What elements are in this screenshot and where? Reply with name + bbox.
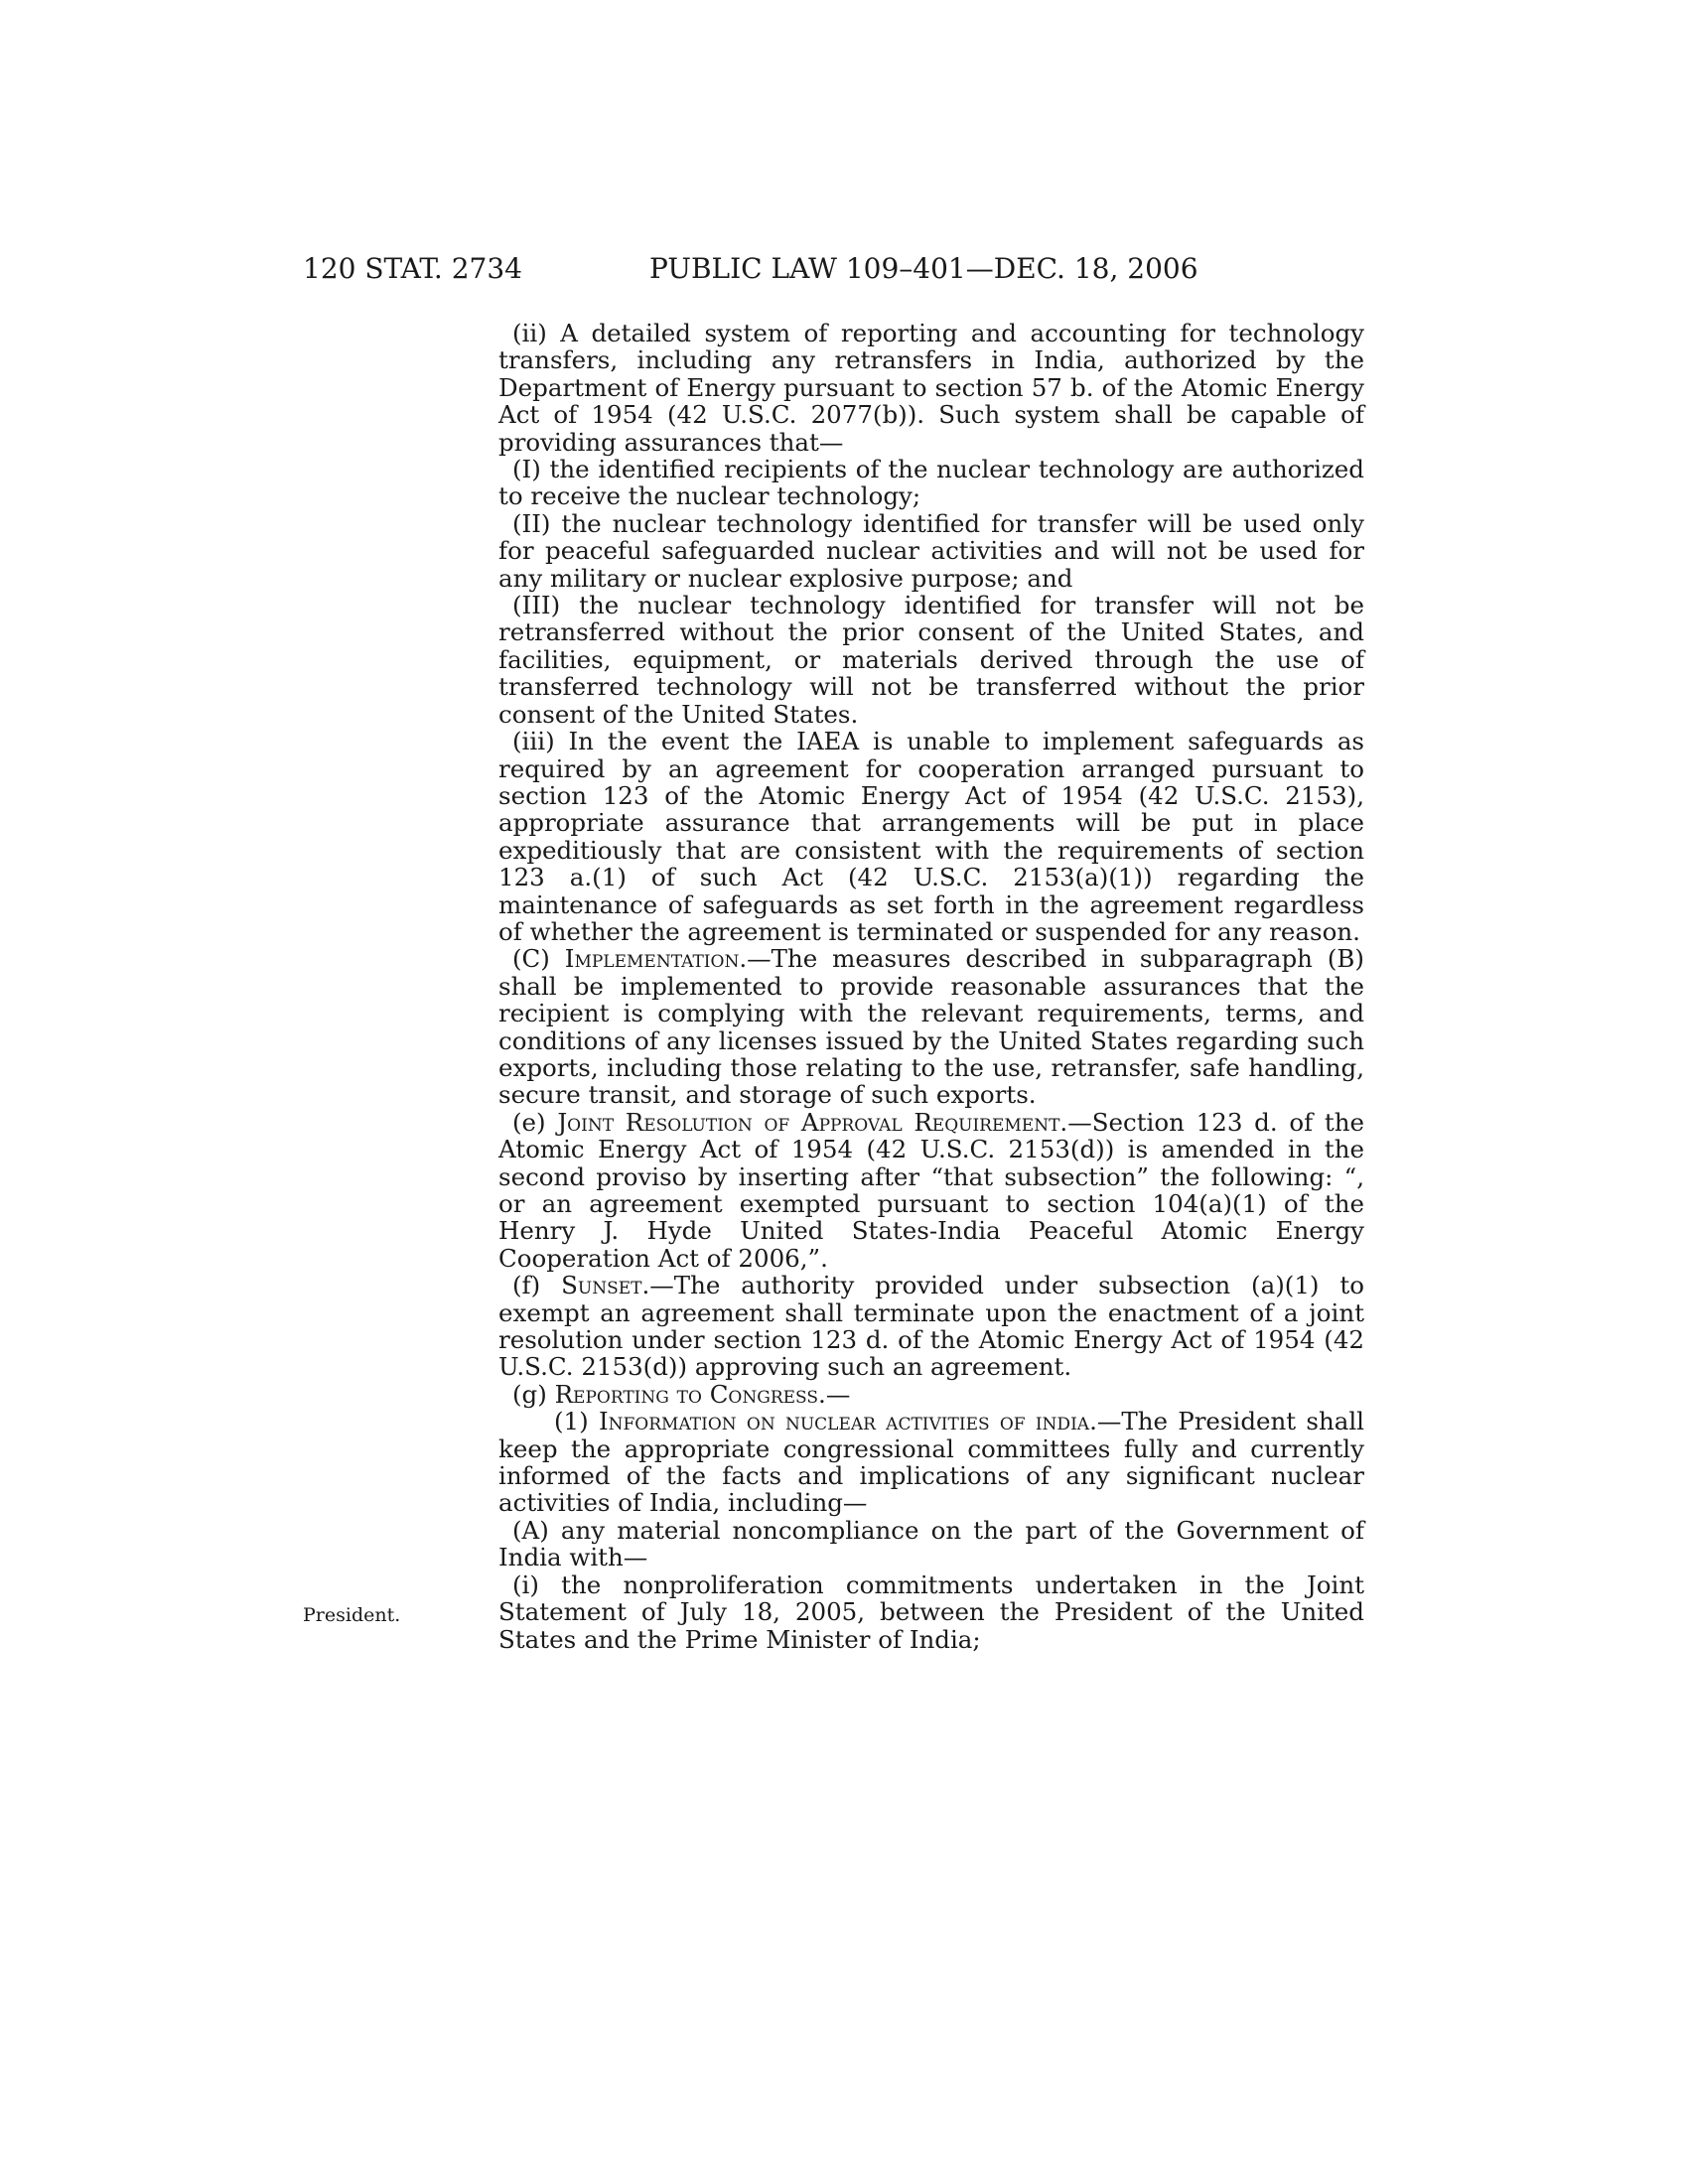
clause-iii: (iii) In the event the IAEA is unable to implement safeguards as required by an agreement for cooperation arranged pursuant to section 123 of the Atomic Energy Act of 1954 (42 U.S.C. 2153), appropriate assurance that arrangements will be put in place expeditiously that are consistent with the requirements of section 123 a.(1) of such Act (42 U.S.C. 2153(a)(1)) regarding the maintenance of safeguards as set forth in the agreement regardless of whether the agreement is terminated or suspended for any reason.	[498, 727, 1364, 946]
subparagraph-C-heading: Implementation	[564, 944, 740, 974]
subsection-g-label: (g)	[512, 1379, 555, 1409]
subsection-g	[498, 1381, 1364, 1408]
subparagraph-C-label: (C)	[512, 944, 565, 974]
subclause-III: (III) the nuclear technology identified for transfer will not be retransferred without the prior consent of the United States, and facilities, equipment, or materials derived through the use of transferred technology will not be transferred without the prior consent of the United States.	[498, 591, 1364, 729]
subsection-e-label: (e)	[512, 1107, 558, 1137]
subsection-f-text: .—The authority provided under subsection (a)(1) to exempt an agreement shall terminate upon the enactment of a joint resolution under section 123 d. of the Atomic Energy Act of 1954 (42 U.S.C. 2153(d)) approving such an agreement.	[498, 1271, 1364, 1382]
subparagraph-C	[498, 945, 1364, 1108]
clause-ii: (ii) A detailed system of reporting and accounting for technology transfers, including any retransfers in India, authorized by the Department of Energy pursuant to section 57 b. of the Atomic Energy Act of 1954 (42 U.S.C. 2077(b)). Such system shall be capable of providing assurances that—	[498, 319, 1364, 457]
subsection-f-heading: Sunset	[561, 1271, 642, 1300]
clause-i: (i) the nonproliferation commitments undertaken in the Joint Statement of July 18, 2005, between the President of the United States and the Prime Minister of India;	[498, 1570, 1364, 1654]
subsection-e-text: .—Section 123 d. of the Atomic Energy Act of 1954 (42 U.S.C. 2153(d)) is amended in the second proviso by inserting after “that subsection” the following: “, or an agreement exempted pursuant to section 104(a)(1) of the Henry J. Hyde United States-India Peaceful Atomic Energy Cooperation Act of 2006,”.	[498, 1107, 1364, 1273]
subsection-g-heading: Reporting to Congress	[554, 1379, 819, 1409]
subclause-II: (II) the nuclear technology identified for transfer will be used only for peaceful safeguarded nuclear activities and will not be used for any military or nuclear explosive purpose; and	[498, 508, 1364, 593]
subparagraph-C-text: .—The measures described in subparagraph (B) shall be implemented to provide reasonable assurances that the recipient is complying with the relevant requirements, terms, and conditions of any licenses issued by the United States regarding such exports, including those relating to the use, retransfer, safe handling, secure transit, and storage of such exports.	[498, 944, 1364, 1110]
paragraph-g1-heading: Information on nuclear activities of india	[598, 1407, 1090, 1436]
paragraph-g1-label: (1)	[554, 1407, 599, 1436]
page-number: 120 STAT. 2734	[303, 252, 522, 285]
subclause-I: (I) the identified recipients of the nuclear technology are authorized to receive the nuclear technology;	[498, 455, 1364, 511]
paragraph-g1-text: .—The President shall keep the appropriate congressional committees fully and currently informed of the facts and implications of any significant nuclear activities of India, including—	[498, 1407, 1364, 1518]
paragraph-g1	[498, 1408, 1364, 1517]
subsection-e	[498, 1109, 1364, 1272]
margin-note-president: President.	[303, 1604, 401, 1626]
subsection-f	[498, 1272, 1364, 1381]
subsection-f-label: (f)	[512, 1271, 562, 1300]
running-head: PUBLIC LAW 109–401—DEC. 18, 2006	[649, 252, 1198, 285]
subparagraph-A: (A) any material noncompliance on the part of the Government of India with—	[498, 1515, 1364, 1572]
subsection-e-heading: Joint Resolution of Approval Requirement	[557, 1107, 1060, 1137]
statute-body	[498, 320, 1364, 1653]
subsection-g-text: .—	[818, 1379, 851, 1409]
